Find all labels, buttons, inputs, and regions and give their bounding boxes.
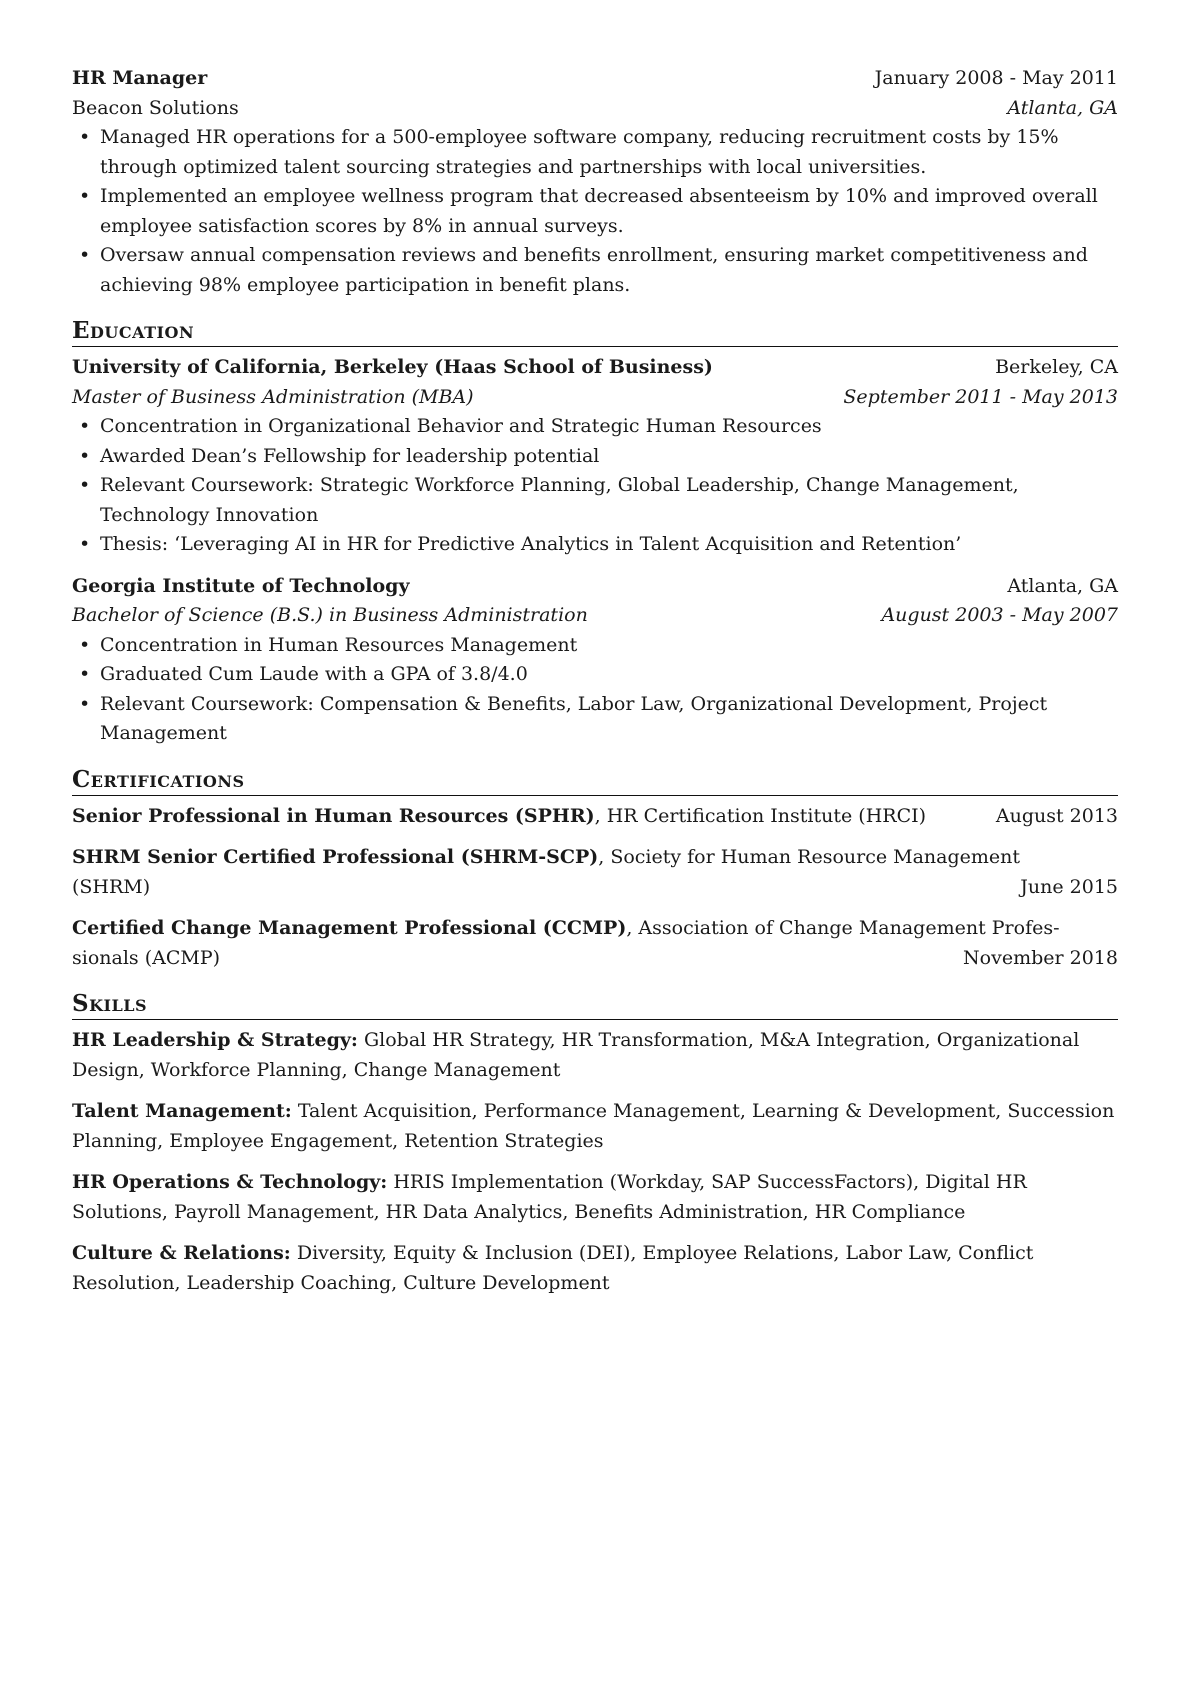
skills-heading: Skills [72, 989, 1118, 1020]
bullet-item: • Managed HR operations for a 500-employee software company, reducing recruitment costs by 15% through optimized talent sourcing strategies and partnerships with local universities. [72, 123, 1118, 182]
certification-line [72, 914, 1118, 944]
job-location: Atlanta, GA [1007, 96, 1118, 119]
skill-text: Diversity, Equity & Inclusion (DEI), Employee Relations, Labor Law, Conflict Resolution, Leadership Coaching, Culture Development [72, 1242, 1034, 1294]
education-header [72, 572, 1118, 602]
experience-entry [72, 64, 1118, 300]
certification-item [72, 843, 1118, 902]
skill-label: HR Operations & Technology: [72, 1171, 388, 1193]
certification-date: November 2018 [963, 946, 1118, 969]
certification-line [72, 802, 1118, 832]
certification-line [72, 873, 1118, 903]
bullet-item: • Oversaw annual compensation reviews and benefits enrollment, ensuring market competitiveness and achieving 98% employee participation in benefit plans. [72, 241, 1118, 300]
skill-group [72, 1026, 1118, 1085]
certification-issuer-cont: sionals (ACMP) [72, 946, 221, 969]
certification-issuer: , Association of Change Management Profes- [626, 917, 1060, 939]
certification-name: Senior Professional in Human Resources (SPHR) [72, 804, 595, 827]
certifications-heading: Certifications [72, 765, 1118, 796]
resume-content [72, 64, 1118, 1298]
skill-label: Talent Management: [72, 1100, 292, 1122]
bullet-item: • Concentration in Organizational Behavior and Strategic Human Resources [72, 412, 1118, 442]
certification-item [72, 802, 1118, 832]
school-name: Georgia Institute of Technology [72, 574, 410, 597]
certification-issuer-cont: (SHRM) [72, 875, 151, 898]
certification-line [72, 843, 1118, 873]
experience-header [72, 64, 1118, 94]
skill-text: HRIS Implementation (Workday, SAP SuccessFactors), Digital HR Solutions, Payroll Management, HR Data Analytics, Benefits Administration, HR Compliance [72, 1171, 1027, 1223]
bullet-item: • Thesis: ‘Leveraging AI in HR for Predictive Analytics in Talent Acquisition and Retention’ [72, 530, 1118, 560]
degree-name: Bachelor of Science (B.S.) in Business Administration [72, 604, 588, 626]
education-bullets [72, 412, 1118, 560]
skill-label: Culture & Relations: [72, 1242, 291, 1264]
certification-date: June 2015 [1020, 875, 1118, 898]
skill-text: Global HR Strategy, HR Transformation, M&A Integration, Organizational Design, Workforce Planning, Change Management [72, 1029, 1080, 1081]
education-entry [72, 572, 1118, 749]
skill-group [72, 1239, 1118, 1298]
certification-name: SHRM Senior Certified Professional (SHRM-SCP) [72, 846, 599, 868]
job-title: HR Manager [72, 67, 208, 89]
bullet-item: • Relevant Coursework: Strategic Workforce Planning, Global Leadership, Change Management, Technology Innovation [72, 471, 1118, 530]
certification-issuer: , Society for Human Resource Management [598, 846, 1021, 868]
education-bullets [72, 631, 1118, 749]
skill-group [72, 1097, 1118, 1156]
education-header [72, 353, 1118, 383]
bullet-item: • Concentration in Human Resources Management [72, 631, 1118, 661]
skill-group [72, 1168, 1118, 1227]
education-subheader [72, 601, 1118, 631]
bullet-item: • Graduated Cum Laude with a GPA of 3.8/4.0 [72, 660, 1118, 690]
certification-date: August 2013 [995, 804, 1118, 827]
degree-dates: September 2011 - May 2013 [843, 385, 1118, 408]
experience-subheader [72, 94, 1118, 124]
bullet-item: • Awarded Dean’s Fellowship for leadership potential [72, 442, 1118, 472]
certification-name: Certified Change Management Professional (CCMP) [72, 917, 627, 939]
certification-item [72, 914, 1118, 973]
bullet-item: • Relevant Coursework: Compensation & Benefits, Labor Law, Organizational Development, Project Management [72, 690, 1118, 749]
education-heading: Education [72, 316, 1118, 347]
job-dates: January 2008 - May 2011 [874, 67, 1118, 89]
degree-dates: August 2003 - May 2007 [881, 604, 1118, 626]
school-name: University of California, Berkeley (Haas School of Business) [72, 356, 713, 378]
certification-line [72, 944, 1118, 974]
school-location: Atlanta, GA [1007, 574, 1118, 597]
experience-bullets [72, 123, 1118, 300]
company-name: Beacon Solutions [72, 96, 239, 119]
school-location: Berkeley, CA [995, 356, 1118, 378]
bullet-item: • Implemented an employee wellness program that decreased absenteeism by 10% and improved overall employee satisfaction scores by 8% in annual surveys. [72, 182, 1118, 241]
certification-text [72, 802, 926, 832]
skill-label: HR Leadership & Strategy: [72, 1029, 358, 1051]
education-subheader [72, 383, 1118, 413]
skill-text: Talent Acquisition, Performance Management, Learning & Development, Succession Planning, Employee Engagement, Retention Strategies [72, 1100, 1115, 1152]
degree-name: Master of Business Administration (MBA) [72, 385, 474, 408]
certification-issuer: , HR Certification Institute (HRCI) [594, 804, 927, 827]
education-entry [72, 353, 1118, 560]
